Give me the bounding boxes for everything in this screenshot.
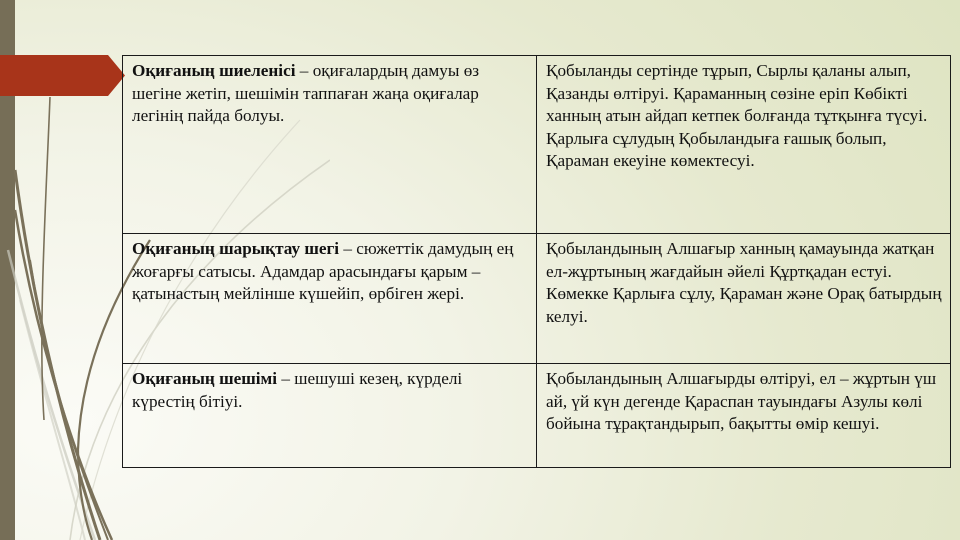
table-row — [123, 56, 951, 234]
plot-structure-table — [122, 55, 951, 468]
term-definition: – сюжеттік дамудың ең жоғарғы сатысы. Адамдар арасындағы қарым – қатынастың мейлінше күшейіп, өрбіген жері. — [132, 239, 514, 303]
term-title: Оқиғаның шешімі — [132, 369, 278, 388]
table-row — [123, 234, 951, 364]
example-cell: Қобыландының Алшағыр ханның қамауында жатқан ел-жұртының жағдайын әйелі Құртқадан естуі. Көмекке Қарлыға сұлу, Қараман және Орақ батырдың келуі. — [537, 234, 951, 364]
term-definition: – шешуші кезең, күрделі күрестің бітіуі. — [132, 369, 463, 411]
term-title: Оқиғаның шарықтау шегі — [132, 239, 340, 258]
example-cell: Қобыланды сертінде тұрып, Сырлы қаланы алып, Қазанды өлтіруі. Қараманның сөзіне еріп Көбікті ханның атын айдап кетпек болғанда тұтқынға түсуі. Қарлыға сұлудың Қобыландыға ғашық болып, Қараман екеуіне көмектесуі. — [537, 56, 951, 234]
term-definition: – оқиғалардың дамуы өз шегіне жетіп, шешімін таппаған жаңа оқиғалар легінің пайда болуы. — [132, 61, 480, 125]
table-row — [123, 364, 951, 468]
example-cell: Қобыландының Алшағырды өлтіруі, ел – жұртын үш ай, үй күн дегенде Қараспан тауындағы Азулы көлі бойына тұрақтандырып, бақытты өмір кешуі. — [537, 364, 951, 468]
term-cell — [123, 364, 537, 468]
term-title: Оқиғаның шиеленісі — [132, 61, 296, 80]
red-arrow-marker — [0, 55, 125, 96]
term-cell — [123, 234, 537, 364]
term-cell — [123, 56, 537, 234]
